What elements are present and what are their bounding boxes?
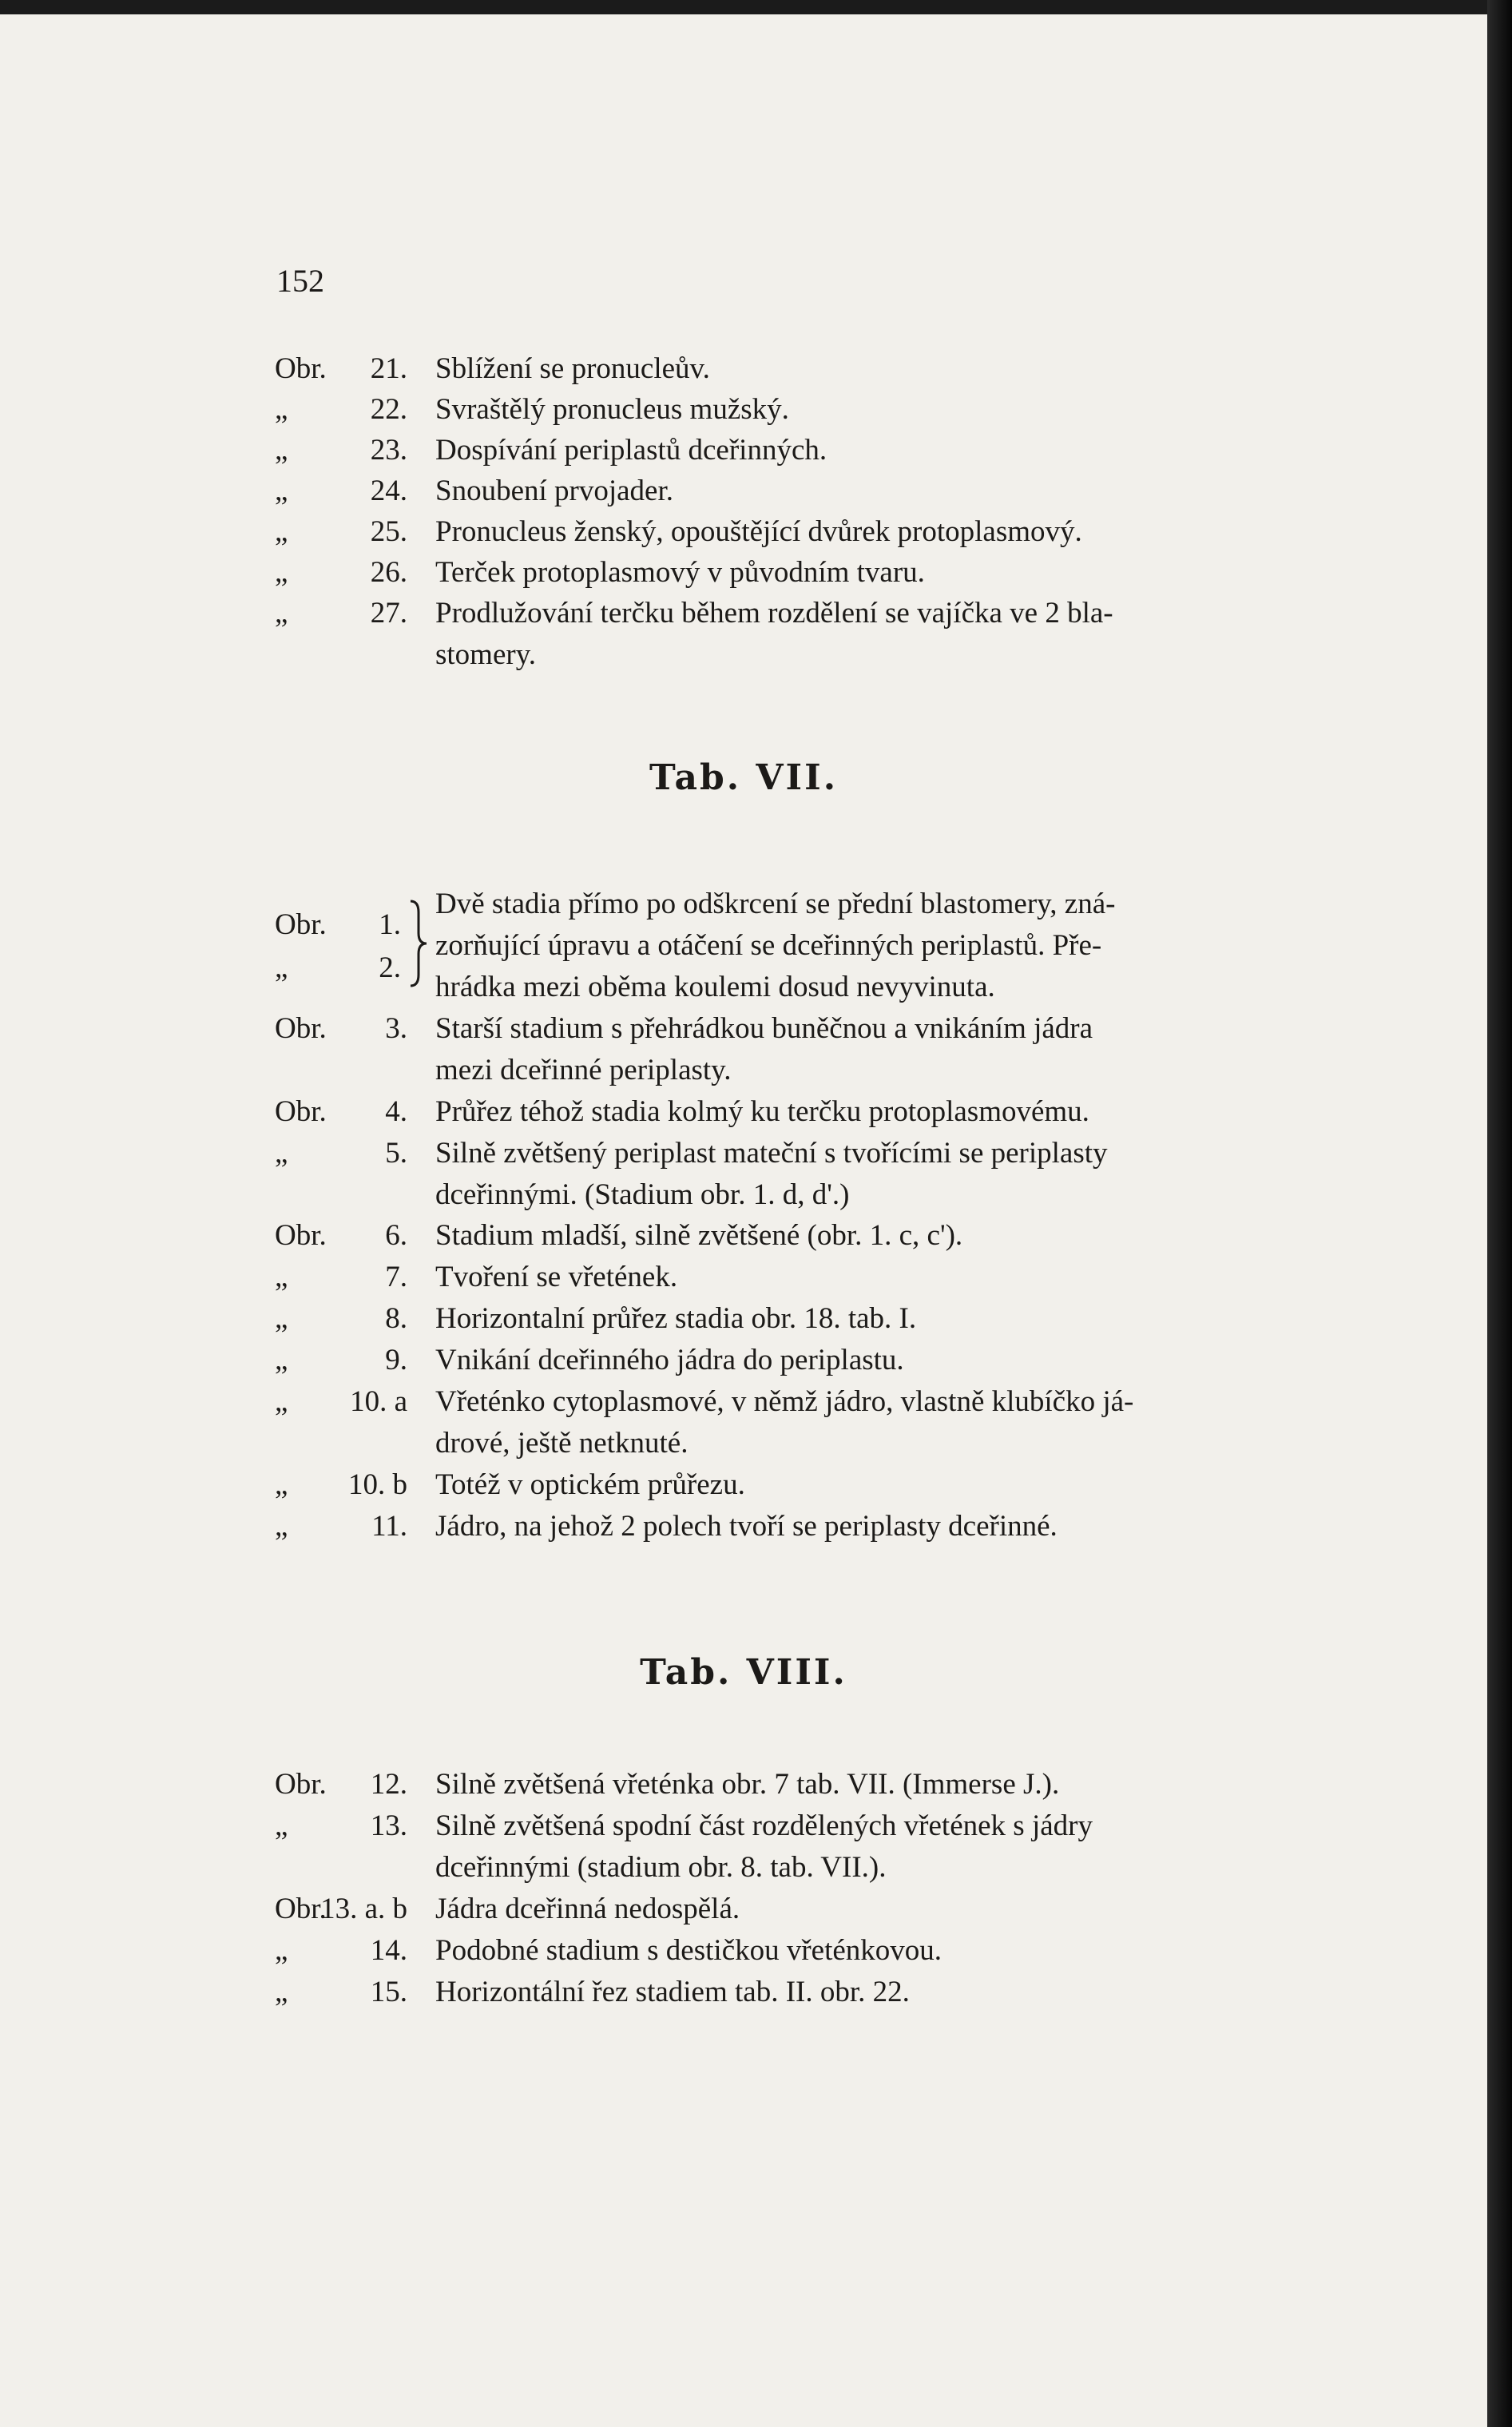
item-label: „ [275, 1344, 288, 1376]
item-text: Silně zvětšený periplast mateční s tvořícími se periplasty dceřinnými. (Stadium obr. 1. d, d'.) [435, 1137, 1108, 1211]
item-label: Obr. [275, 1768, 327, 1801]
item-label: „ [275, 1510, 288, 1543]
item-text: Průřez téhož stadia kolmý ku terčku protoplasmovému. [435, 1095, 1089, 1128]
item-number: 13. [370, 1809, 407, 1842]
item-label: „ [275, 1976, 288, 2008]
item-number: 26. [370, 556, 407, 589]
item-text: Podobné stadium s destičkou vřeténkovou. [435, 1934, 943, 1967]
item-label: „ [275, 951, 288, 984]
item-label: Obr. [275, 1012, 327, 1045]
book-spine-edge [1487, 0, 1512, 2427]
item-number: 4. [385, 1095, 407, 1128]
item-label: Obr. [275, 1219, 327, 1252]
item-label: Obr. [275, 908, 327, 941]
item-number: 1. [379, 908, 401, 941]
item-number: 21. [370, 352, 407, 385]
item-label: „ [275, 1137, 288, 1170]
item-text: Silně zvětšená vřeténka obr. 7 tab. VII. (Immerse J.). [435, 1768, 1060, 1801]
curly-brace-icon [407, 898, 430, 989]
item-text: Snoubení prvojader. [435, 475, 674, 507]
item-label: „ [275, 1809, 288, 1842]
item-text: Pronucleus ženský, opouštějící dvůrek protoplasmový. [435, 515, 1082, 548]
item-number: 13. a. b [320, 1893, 407, 1925]
item-number: 27. [370, 597, 407, 630]
item-text: Vnikání dceřinného jádra do periplastu. [435, 1344, 904, 1376]
item-label: „ [275, 597, 288, 630]
item-number: 7. [385, 1261, 407, 1293]
item-number: 11. [371, 1510, 407, 1543]
item-label: „ [275, 556, 288, 589]
item-label: „ [275, 1468, 288, 1501]
item-number: 9. [385, 1344, 407, 1376]
item-label: „ [275, 434, 288, 467]
item-text: Dospívání periplastů dceřinných. [435, 434, 827, 467]
item-number: 8. [385, 1302, 407, 1335]
item-text: Svraštělý pronucleus mužský. [435, 393, 789, 426]
item-text: Horizontální řez stadiem tab. II. obr. 22. [435, 1976, 910, 2008]
item-text: Jádra dceřinná nedospělá. [435, 1893, 740, 1925]
item-text: Silně zvětšená spodní část rozdělených vřetének s jádry dceřinnými (stadium obr. 8. tab. VII.). [435, 1809, 1093, 1884]
item-text: Totéž v optickém průřezu. [435, 1468, 745, 1501]
item-text: Starší stadium s přehrádkou buněčnou a vnikáním jádra mezi dceřinné periplasty. [435, 1012, 1093, 1086]
item-label: „ [275, 1934, 288, 1967]
item-number: 23. [370, 434, 407, 467]
item-text: Dvě stadia přímo po odškrcení se přední blastomery, zná- zorňující úpravu a otáčení se dceřinných periplastů. Pře- hrádka mezi oběma koulemi dosud nevyvinuta. [435, 888, 1116, 1003]
item-text: Prodlužování terčku během rozdělení se vajíčka ve 2 bla- stomery. [435, 597, 1113, 671]
section-heading-tab-viii: Tab. VIII. [640, 1652, 847, 1693]
item-number: 12. [370, 1768, 407, 1801]
item-number: 14. [370, 1934, 407, 1967]
item-number: 24. [370, 475, 407, 507]
item-text: Stadium mladší, silně zvětšené (obr. 1. c, c'). [435, 1219, 963, 1252]
item-text: Tvoření se vřetének. [435, 1261, 678, 1293]
item-number: 25. [370, 515, 407, 548]
item-label: „ [275, 393, 288, 426]
page-number: 152 [276, 263, 324, 299]
item-label: „ [275, 1261, 288, 1293]
item-label: Obr. [275, 1893, 327, 1925]
item-number: 5. [385, 1137, 407, 1170]
item-label: Obr. [275, 1095, 327, 1128]
item-number: 2. [379, 951, 401, 984]
item-number: 22. [370, 393, 407, 426]
section-heading-tab-vii: Tab. VII. [649, 757, 839, 798]
item-text: Vřeténko cytoplasmové, v němž jádro, vlastně klubíčko já- drové, ještě netknuté. [435, 1385, 1134, 1460]
item-label: „ [275, 1302, 288, 1335]
item-number: 15. [370, 1976, 407, 2008]
item-text: Sblížení se pronucleův. [435, 352, 710, 385]
item-label: „ [275, 1385, 288, 1418]
item-text: Jádro, na jehož 2 polech tvoří se periplasty dceřinné. [435, 1510, 1058, 1543]
item-label: „ [275, 515, 288, 548]
item-number: 10. b [348, 1468, 407, 1501]
item-text: Horizontalní průřez stadia obr. 18. tab. I. [435, 1302, 917, 1335]
item-number: 10. a [350, 1385, 407, 1418]
book-page [0, 14, 1487, 2427]
item-text: Terček protoplasmový v původním tvaru. [435, 556, 925, 589]
item-label: „ [275, 475, 288, 507]
item-number: 6. [385, 1219, 407, 1252]
item-label: Obr. [275, 352, 327, 385]
item-number: 3. [385, 1012, 407, 1045]
